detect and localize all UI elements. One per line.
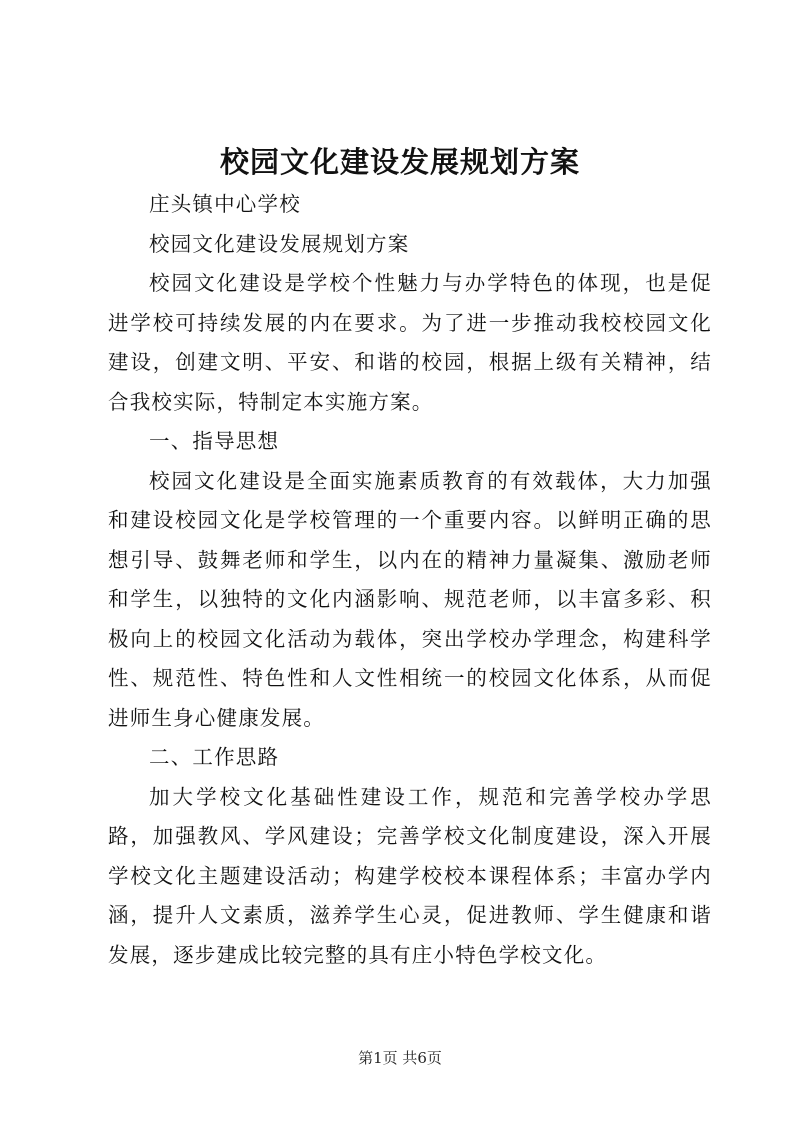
document-title: 校园文化建设发展规划方案	[219, 145, 580, 179]
page-footer: 第1页 共6页	[358, 1049, 442, 1067]
section-heading-guiding-ideology: 一、指导思想	[149, 429, 280, 453]
section-heading-work-approach: 二、工作思路	[149, 745, 280, 769]
plan-subtitle: 校园文化建设发展规划方案	[149, 231, 410, 256]
work-approach-paragraph: 加大学校文化基础性建设工作，规范和完善学校办学思路，加强教风、学风建设；完善学校文化制度建设，深入开展学校文化主题建设活动；构建学校校本课程体系；丰富办学内涵，提升人文素质，滋养学生心灵，促进教师、学生健康和谐发展，逐步建成比较完整的具有庄小特色学校文化。	[108, 784, 712, 967]
document-body	[108, 185, 712, 975]
school-name: 庄头镇中心学校	[149, 192, 301, 216]
intro-paragraph: 校园文化建设是学校个性魅力与办学特色的体现，也是促进学校可持续发展的内在要求。为了进一步推动我校校园文化建设，创建文明、平安、和谐的校园，根据上级有关精神，结合我校实际，特制定本实施方案。	[108, 271, 712, 414]
guiding-ideology-paragraph: 校园文化建设是全面实施素质教育的有效载体，大力加强和建设校园文化是学校管理的一个重要内容。以鲜明正确的思想引导、鼓舞老师和学生，以内在的精神力量凝集、激励老师和学生，以独特的文化内涵影响、规范老师，以丰富多彩、积极向上的校园文化活动为载体，突出学校办学理念，构建科学性、规范性、特色性和人文性相统一的校园文化体系，从而促进师生身心健康发展。	[108, 468, 712, 730]
